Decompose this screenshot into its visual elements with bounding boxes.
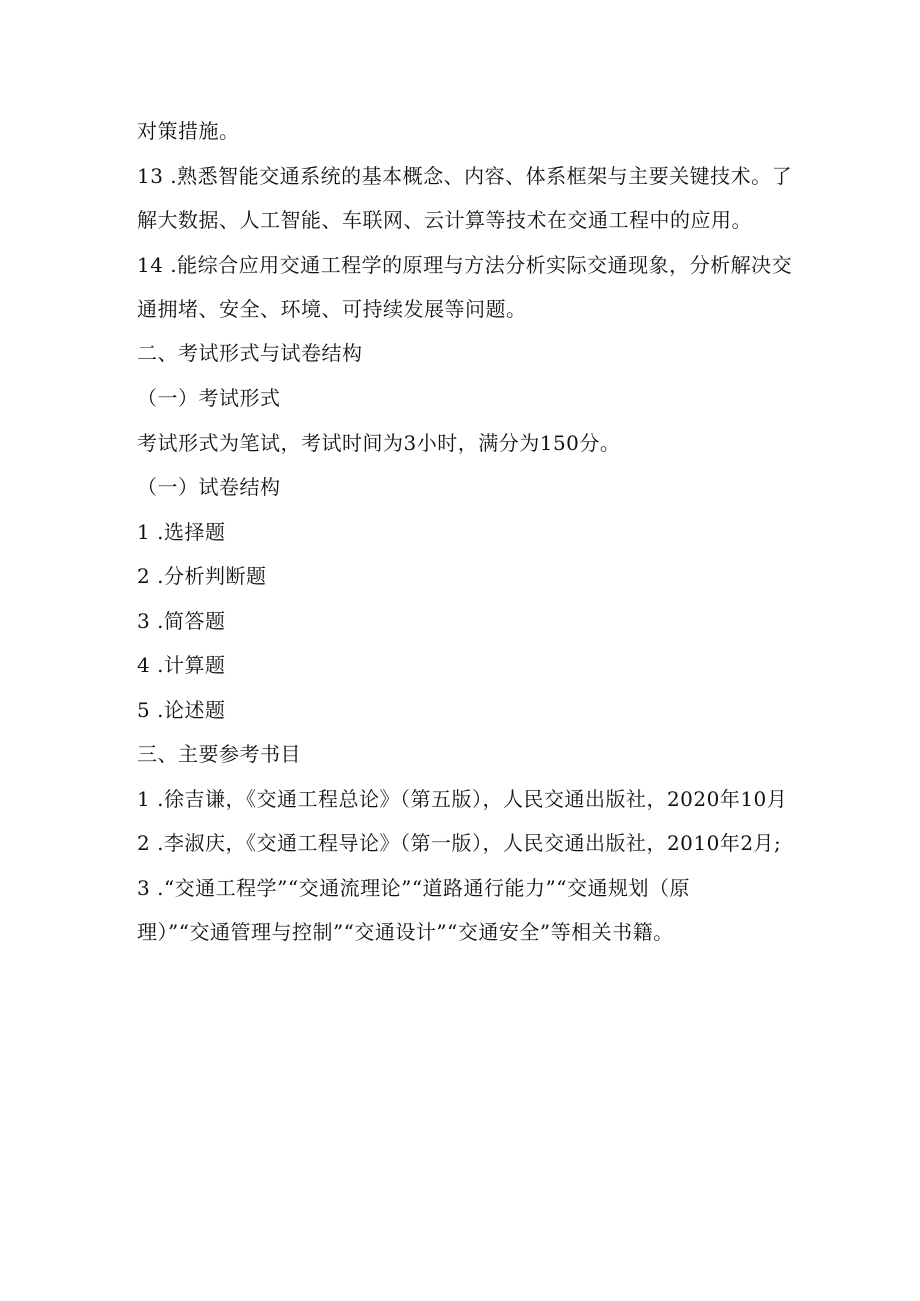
structure-item-4: 4 .计算题 xyxy=(137,653,226,677)
list-item-13-line-2: 解大数据、人工智能、车联网、云计算等技术在交通工程中的应用。 xyxy=(137,208,752,232)
reference-item-2: 2 .李淑庆，《交通工程导论》（第一版），人民交通出版社，2010年2月; xyxy=(137,831,782,855)
paragraph-line: 对策措施。 xyxy=(137,119,240,143)
structure-item-5: 5 .论述题 xyxy=(137,698,226,722)
list-item-14-line-1: 14 .能综合应用交通工程学的原理与方法分析实际交通现象，分析解决交 xyxy=(137,253,793,277)
structure-item-1: 1 .选择题 xyxy=(137,520,226,544)
exam-form-text: 考试形式为笔试，考试时间为3小时，满分为150分。 xyxy=(137,431,621,455)
reference-item-3-line-1: 3 .“交通工程学”“交通流理论”“道路通行能力”“交通规划（原 xyxy=(137,876,691,900)
subheading-paper-structure: （一）试卷结构 xyxy=(137,475,281,499)
list-item-13-line-1: 13 .熟悉智能交通系统的基本概念、内容、体系框架与主要关键技术。了 xyxy=(137,164,793,188)
list-item-14-line-2: 通拥堵、安全、环境、可持续发展等问题。 xyxy=(137,297,527,321)
reference-item-1: 1 .徐吉谦，《交通工程总论》（第五版），人民交通出版社，2020年10月 xyxy=(137,787,788,811)
subheading-exam-form: （一）考试形式 xyxy=(137,386,281,410)
section-heading-exam-format: 二、考试形式与试卷结构 xyxy=(137,341,363,365)
section-heading-references: 三、主要参考书目 xyxy=(137,742,301,766)
structure-item-2: 2 .分析判断题 xyxy=(137,564,267,588)
reference-item-3-line-2: 理）”“交通管理与控制”“交通设计”“交通安全”等相关书籍。 xyxy=(137,920,674,944)
structure-item-3: 3 .简答题 xyxy=(137,609,226,633)
